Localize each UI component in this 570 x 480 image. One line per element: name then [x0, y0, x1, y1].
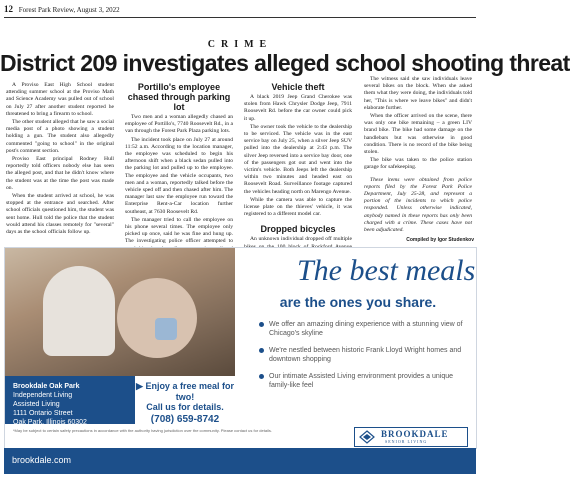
article-column-2 — [125, 82, 233, 261]
ad-title: The best meals — [297, 254, 476, 287]
ad-photo — [5, 248, 235, 376]
subhead: Dropped bicycles — [260, 224, 336, 235]
ad-website-link[interactable]: brookdale.com — [12, 455, 72, 465]
headline: District 209 investigates alleged school shooting threat — [0, 50, 570, 76]
paragraph: The owner took the vehicle to the dealership to be serviced. The vehicle was in the east service bay on July 25, when a silver Jeep SUV pulled into the dealership at 2:43 p.m. The silver Jeep reversed into a service bay door, one of the passengers got out and went into the victim's vehicle. Both Jeeps left the dealership within two minutes and headed east on Roosevelt Road. Surveillance footage captured the vehicles heading north on Marengo Avenue. — [244, 123, 352, 195]
paragraph: The other student alleged that he saw a social media post of a photo showing a student holding a gun. The student also allegedly commented "going to school" in the original post's comment section. — [6, 119, 114, 154]
page-number: 12 — [4, 4, 13, 14]
page-header — [4, 4, 120, 14]
phone-number[interactable]: (708) 659-8742 — [150, 414, 220, 425]
location-box — [5, 376, 135, 424]
ad-bullet: We're nestled between historic Frank Lloyd Wright homes and downtown shopping — [259, 346, 469, 364]
subhead: Portillo's employee chased through parking lot — [127, 82, 231, 112]
brand-logo — [354, 427, 468, 447]
location-line: Oak Park, Illinois 60302 — [13, 419, 87, 426]
editor-note: These items were obtained from police reports filed by the Forest Park Police Department, July 25-28, and represent a portion of the incidents to which police responded. Unless otherwise indicated, anybody named in these reports has only been charged with a crime. These cases have not been adjudicated. — [364, 176, 472, 234]
paragraph: A black 2019 Jeep Grand Cherokee was stolen from Hawk Chrysler Dodge Jeep, 7911 Roosevelt Rd. before the car owner could pick it up. — [244, 94, 352, 122]
cta-call: Call us for details. — [146, 402, 224, 412]
play-arrow-icon: ▶ — [136, 381, 143, 391]
paragraph: An unknown individual dropped off multiple — [250, 236, 352, 243]
advertisement[interactable] — [4, 247, 477, 449]
call-to-action[interactable] — [135, 376, 235, 424]
paragraph: While the camera was able to capture the license plate on the thieves' vehicle, it was registered to a different model car. — [244, 196, 352, 218]
location-line: Independent Living — [13, 392, 73, 399]
section-label: CRIME — [207, 39, 273, 50]
location-line: Assisted Living — [13, 401, 60, 408]
brand-mark-icon — [359, 430, 375, 444]
paragraph: The bike was taken to the police station garage for safekeeping. — [364, 157, 472, 171]
location-line: 1111 Ontario Street — [13, 410, 73, 417]
paragraph: Proviso East principal Rodney Hull reportedly told officers nobody else has seen the alleged post, and that he didn't know where the student was at the time the post was made on. — [6, 156, 114, 191]
paragraph: The manager tried to call the employee on his phone several times. The employee only picked up once, said he was fine and hung up. The investigating police officer attempted to — [125, 216, 233, 245]
paragraph: When the officer arrived on the scene, there was only one bike remaining – a green LIV brand bike. The bike had some damage on the handlebars but was otherwise in good condition. There is no record of the bike being stolen. — [364, 113, 472, 156]
logo-wordmark: BROOKDALE — [381, 429, 449, 439]
paragraph: Two men and a woman allegedly chased an employee of Portillo's, 7740 Roosevelt Rd., in a van through the Forest Park Plaza parking lots. — [125, 114, 233, 135]
paragraph: The incident took place on July 27 at around 11:52 a.m. According to the location manager, the employee was scheduled to begin his afternoon shift when a black sedan pulled into the parking lot and pulled up to the employee. The employee and the vehicle occupants, two men and a woman, reportedly talked before the vehicle sped off and then chased after him. The manager last saw the employee run toward the Enterprise Rent-a-Car location further southeast, at 7630 Roosevelt Rd. — [125, 136, 233, 215]
ad-subtitle: are the ones you share. — [279, 294, 437, 310]
article-column-1 — [6, 82, 114, 237]
logo-tagline: SENIOR LIVING — [385, 439, 428, 444]
subhead: Vehicle theft — [271, 82, 325, 92]
running-head: Forest Park Review, August 3, 2022 — [18, 6, 120, 14]
byline-credit: Compiled by Igor Studenkov — [406, 237, 474, 243]
paragraph: When the student arrived at school, he was stopped at the entrance and searched. After school officials questioned him, the student was sent home. Hull told the police that the student would attend his classes remotely for "several" days as the school officials follow up. — [6, 193, 114, 236]
header-rule — [4, 17, 476, 18]
fine-print: *May be subject to certain safety precautions in accordance with the authority having jurisdiction over the community. Please contact us for details. — [13, 428, 272, 433]
ad-bullet: Our intimate Assisted Living environment provides a unique family-like feel — [259, 372, 469, 390]
ad-bullet: We offer an amazing dining experience with a stunning view of Chicago's skyline — [259, 320, 469, 338]
paragraph: The witness said she saw individuals leave several bikes on the block. When she asked them what they were doing, the individuals told her, "This is where we leave bikes" and didn't elaborate further. — [364, 76, 472, 111]
ad-footer[interactable] — [4, 448, 476, 474]
article-column-4 — [364, 76, 472, 235]
location-name: Brookdale Oak Park — [13, 383, 80, 390]
article-column-3 — [244, 82, 352, 259]
cta-offer: Enjoy a free meal for two! — [145, 381, 234, 402]
paragraph: A Proviso East High School student attending summer school at the Proviso Math and Science Academy was pulled out of school on July 27 after another student reported he threatened to bring a firearm to school. — [6, 82, 114, 117]
cup-shape — [155, 318, 177, 340]
person-shape — [43, 266, 115, 356]
